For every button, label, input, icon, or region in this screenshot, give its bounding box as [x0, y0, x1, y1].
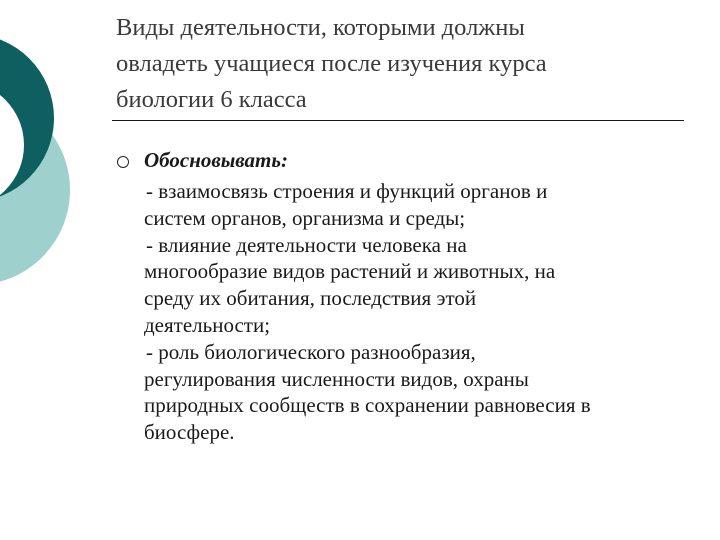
- content-line: - влияние деятельности человека на: [146, 232, 467, 257]
- title-line: биологии 6 класса: [116, 86, 307, 113]
- slide-title: [116, 10, 696, 118]
- title-line: овладеть учащиеся после изучения курса: [116, 50, 547, 77]
- title-line: Виды деятельности, которыми должны: [116, 14, 525, 41]
- content-line: биосфере.: [144, 420, 235, 445]
- bullet-content: [144, 145, 704, 446]
- content-line: систем органов, организма и среды;: [144, 205, 466, 230]
- content-line: деятельности;: [144, 312, 271, 337]
- bullet-heading: Обосновывать:: [144, 148, 288, 172]
- content-line: - роль биологического разнообразия,: [146, 339, 476, 364]
- content-line: регулирования численности видов, охраны: [144, 366, 529, 391]
- content-line: - взаимосвязь строения и функций органов и: [146, 179, 548, 203]
- content-line: многообразие видов растений и животных, на: [144, 259, 556, 284]
- content-line: среду их обитания, последствия этой: [144, 286, 477, 311]
- hollow-circle-bullet-icon: [117, 156, 129, 168]
- decorative-circles: [0, 0, 120, 300]
- content-line: природных сообществ в сохранении равновесия в: [144, 393, 591, 418]
- title-divider: [112, 120, 684, 121]
